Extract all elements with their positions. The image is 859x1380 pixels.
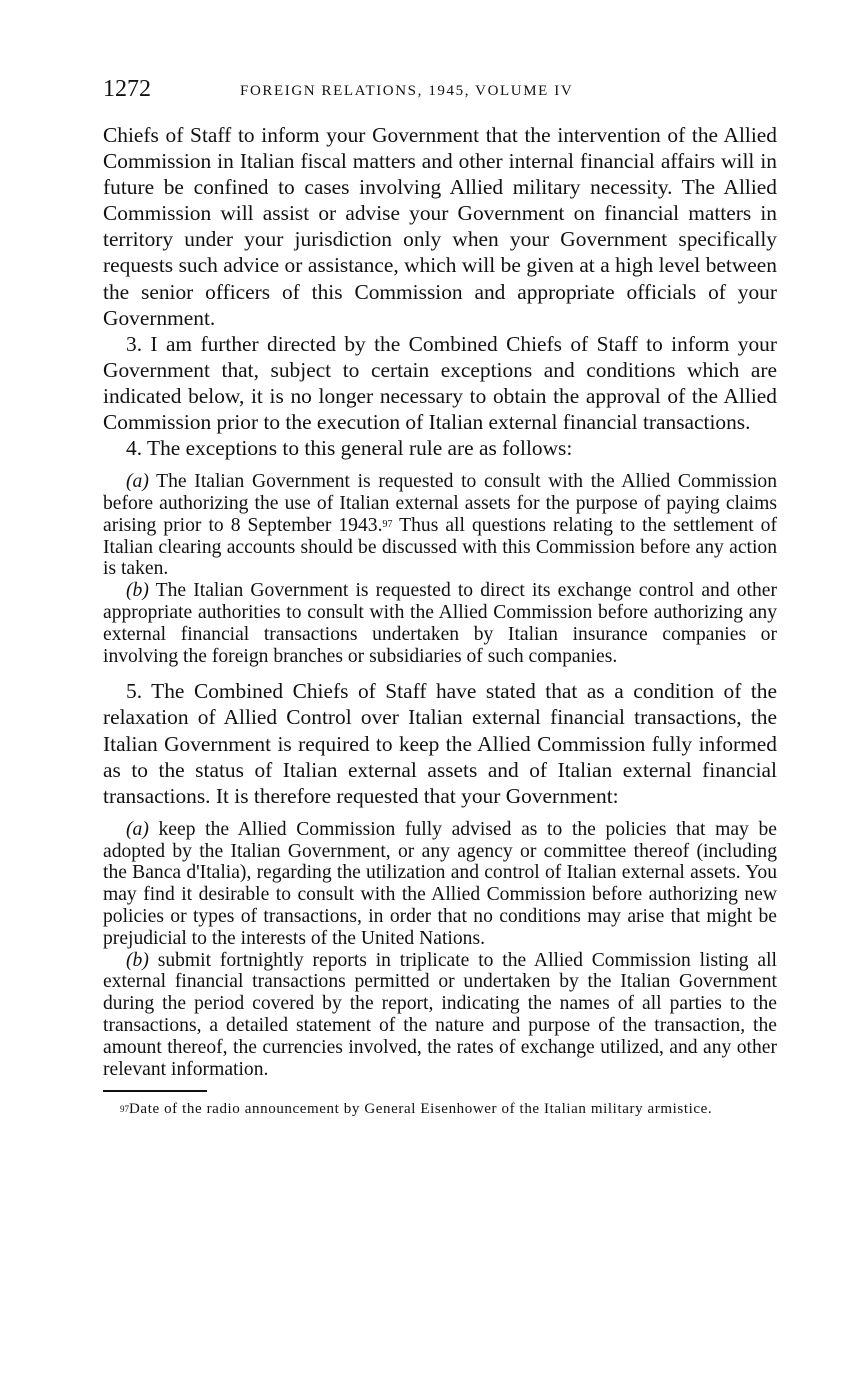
page-number: 1272 [103, 76, 151, 102]
document-page [103, 74, 777, 1119]
exception-a-text-continued: Thus all questions relating to the settlement of Italian clearing accounts should be discussed with this Commission before any action is taken. [103, 514, 777, 580]
request-a-text: keep the Allied Commission fully advised as to the policies that may be adopted by the Italian Government, or any agency or committee thereof (including the Banca d'Italia), regarding the utilization and control of Italian external assets. You may find it desirable to consult with the Allied Commission before authorizing new policies or types of transactions, in order that no conditions may arise that might be prejudicial to the interests of the United Nations. [103, 818, 777, 949]
exception-b-text: The Italian Government is requested to direct its exchange control and other appropriate authorities to consult with the Allied Commission before authorizing any external financial transactions undertaken by Italian insurance companies or involving the foreign branches or subsidiaries of such companies. [103, 580, 778, 667]
request-a [103, 819, 777, 950]
footnote-text: Date of the radio announcement by General Eisenhower of the Italian military armistice. [129, 1101, 713, 1118]
running-head: FOREIGN RELATIONS, 1945, VOLUME IV [240, 83, 574, 99]
request-a-label: (a) [126, 818, 149, 840]
request-b-text: submit fortnightly reports in triplicate to the Allied Commission listing all external financial transactions permitted or undertaken by the Italian Government during the period covered by the report, indicating the names of all parties to the transactions, a detailed statement of the nature and purpose of the transaction, the amount thereof, the currencies involved, the rates of exchange utilized, and any other relevant information. [103, 949, 777, 1080]
requests-list [103, 819, 777, 1081]
footnote-divider [103, 1090, 207, 1092]
paragraph-4: 4. The exceptions to this general rule are as follows: [126, 436, 573, 461]
footnote-reference: 97 [382, 518, 393, 530]
request-b-label: (b) [126, 949, 149, 971]
footnote-mark: 97 [120, 1104, 129, 1115]
page-header [103, 74, 777, 110]
exception-b-label: (b) [126, 580, 149, 602]
body-text-2 [103, 678, 777, 808]
paragraph-5: 5. The Combined Chiefs of Staff have stated that as a condition of the relaxation of Allied Control over Italian external financial transactions, the Italian Government is required to keep the Allied Commission fully informed as to the status of Italian external assets and of Italian external financial transactions. It is therefore requested that your Government: [103, 679, 777, 808]
body-text [103, 122, 777, 461]
exception-a-text: The Italian Government is requested to consult with the Allied Commission before authorizing the use of Italian external assets for the purpose of paying claims arising prior to 8 September 1943. [103, 471, 777, 536]
exception-a [103, 471, 777, 580]
paragraph-3: 3. I am further directed by the Combined Chiefs of Staff to inform your Government that, subject to certain exceptions and conditions which are indicated below, it is no longer necessary to obtain the approval of the Allied Commission prior to the execution of Italian external financial transactions. [103, 331, 777, 435]
request-b [103, 950, 777, 1081]
paragraph-continuation: Chiefs of Staff to inform your Government that the intervention of the Allied Commission in Italian fiscal matters and other internal financial affairs will in future be confined to cases involving Allied military necessity. The Allied Commission will assist or advise your Government on financial matters in territory under your jurisdiction only when your Government specifically requests such advice or assistance, which will be given at a high level between the senior officers of this Commission and appropriate officials of your Government. [103, 123, 777, 330]
exception-b [103, 580, 777, 667]
footnote [103, 1100, 777, 1119]
exceptions-list [103, 471, 777, 667]
exception-a-label: (a) [126, 471, 149, 493]
